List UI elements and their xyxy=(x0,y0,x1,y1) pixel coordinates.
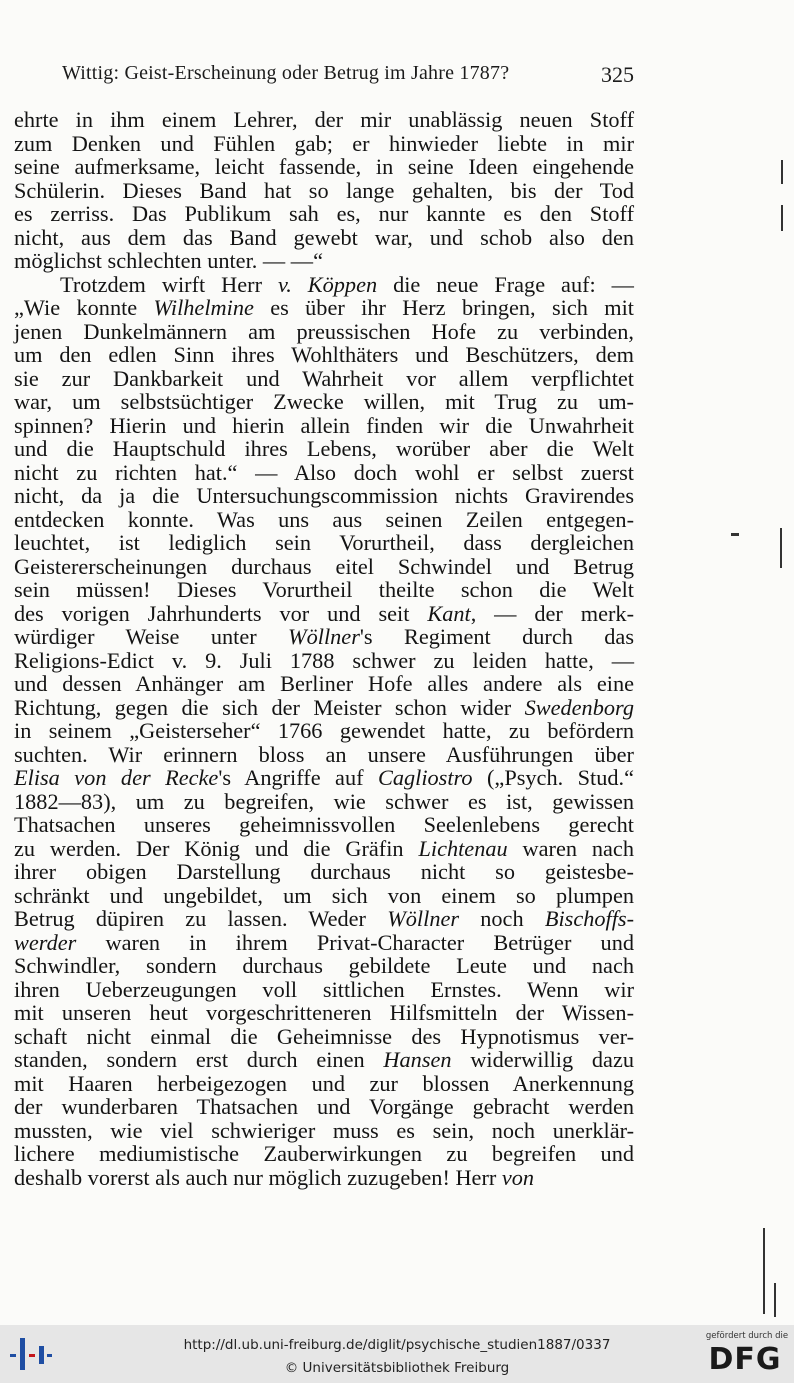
margin-mark xyxy=(731,533,739,536)
text-line: Thatsachen unseres geheimnissvollen Seelenlebens gerecht xyxy=(14,812,634,837)
text-line: standen, sondern erst durch einen Hansen widerwillig dazu xyxy=(14,1047,634,1072)
text-line: deshalb vorerst als auch nur möglich zuzugeben! Herr von xyxy=(14,1164,535,1190)
text-line: möglichst schlechten unter. — —“ xyxy=(14,248,323,273)
text-line: würdiger Weise unter Wöllner's Regiment durch das xyxy=(14,624,634,649)
text-line: 1882—83), um zu begreifen, wie schwer es ist, gewissen xyxy=(14,788,634,814)
text-line: Geistererscheinungen durchaus eitel Schwindel und Betrug xyxy=(14,553,634,579)
text-line: nicht zu richten hat.“ — Also doch wohl er selbst zuerst xyxy=(14,459,634,485)
margin-mark xyxy=(780,528,782,568)
text-line: war, um selbstsüchtiger Zwecke willen, mit Trug zu um- xyxy=(14,389,634,414)
text-line: Schülerin. Dieses Band hat so lange gehalten, bis der Tod xyxy=(14,177,634,203)
text-line: ehrte in ihm einem Lehrer, der mir unablässig neuen Stoff xyxy=(14,107,634,132)
text-line: Schwindler, sondern durchaus gebildete Leute und nach xyxy=(14,953,634,978)
text-line: sie zur Dankbarkeit und Wahrheit vor allem verpflichtet xyxy=(14,365,634,391)
text-line: es zerriss. Das Publikum sah es, nur kannte es den Stoff xyxy=(14,201,634,226)
text-line: nicht, aus dem das Band gewebt war, und schob also den xyxy=(14,224,634,250)
text-line: mit Haaren herbeigezogen und zur blossen Anerkennung xyxy=(14,1070,634,1096)
running-title: Wittig: Geist-Erscheinung oder Betrug im Jahre 1787? xyxy=(62,62,510,84)
text-line: werder waren in ihrem Privat-Character Betrüger und xyxy=(14,929,634,955)
footer-copyright: © Universitätsbibliothek Freiburg xyxy=(284,1360,510,1376)
text-line: leuchtet, ist lediglich sein Vorurtheil, dass dergleichen xyxy=(14,530,634,555)
text-line: um den edlen Sinn ihres Wohlthäters und Beschützers, dem xyxy=(14,342,634,367)
text-line: und die Hauptschuld ihres Lebens, worüber aber die Welt xyxy=(14,436,634,461)
text-line: Betrug düpiren zu lassen. Weder Wöllner noch Bischoffs- xyxy=(14,906,635,931)
text-line: ihrer obigen Darstellung durchaus nicht so geistesbe- xyxy=(14,859,634,884)
text-line: ihren Ueberzeugungen voll sittlichen Ernstes. Wenn wir xyxy=(14,976,634,1002)
text-line: nicht, da ja die Untersuchungscommission nichts Gravirendes xyxy=(14,483,634,508)
margin-mark xyxy=(774,1283,776,1317)
text-line: entdecken konnte. Was uns aus seinen Zeilen entgegen- xyxy=(14,506,634,532)
page-number: 325 xyxy=(601,62,634,87)
text-line: des vorigen Jahrhunderts vor und seit Kant, — der merk- xyxy=(14,600,634,626)
text-line: „Wie konnte Wilhelmine es über ihr Herz bringen, sich mit xyxy=(14,295,634,320)
text-line: Trotzdem wirft Herr v. Köppen die neue Frage auf: — xyxy=(60,271,634,297)
text-line: in seinem „Geisterseher“ 1766 gewendet hatte, zu befördern xyxy=(14,718,634,743)
body-text xyxy=(14,108,634,1189)
footer-url-link[interactable]: http://dl.ub.uni-freiburg.de/diglit/psychische_studien1887/0337 xyxy=(183,1337,611,1353)
text-line: der wunderbaren Thatsachen und Vorgänge gebracht werden xyxy=(14,1094,634,1119)
text-line: spinnen? Hierin und hierin allein finden wir die Unwahrheit xyxy=(14,412,634,438)
text-line: Religions-Edict v. 9. Juli 1788 schwer zu leiden hatte, — xyxy=(14,647,634,673)
margin-mark xyxy=(781,160,783,184)
text-line: und dessen Anhänger am Berliner Hofe alles andere als eine xyxy=(14,671,634,696)
text-line: Richtung, gegen die sich der Meister schon wider Swedenborg xyxy=(14,694,634,720)
text-line: schränkt und ungebildet, um sich von einem so plumpen xyxy=(14,882,634,908)
dfg-logo: DFG xyxy=(708,1342,782,1377)
text-line: jenen Dunkelmännern am preussischen Hofe zu verbinden, xyxy=(14,318,634,344)
text-line: zum Denken und Fühlen gab; er hinwieder liebte in mir xyxy=(14,130,634,156)
margin-mark xyxy=(781,205,783,231)
text-line: seine aufmerksame, leicht fassende, in seine Ideen eingehende xyxy=(14,154,634,179)
margin-mark xyxy=(763,1228,765,1314)
text-line: sein müssen! Dieses Vorurtheil theilte schon die Welt xyxy=(14,577,634,602)
running-header xyxy=(62,62,634,92)
text-line: suchten. Wir erinnern bloss an unsere Ausführungen über xyxy=(14,741,634,767)
text-line: Elisa von der Recke's Angriffe auf Cagliostro („Psych. Stud.“ xyxy=(14,765,634,790)
text-line: mit unseren heut vorgeschritteneren Hilfsmitteln der Wissen- xyxy=(14,1000,634,1025)
text-line: zu werden. Der König und die Gräfin Lichtenau waren nach xyxy=(14,835,634,861)
text-line: schaft nicht einmal die Geheimnisse des Hypnotismus ver- xyxy=(14,1023,634,1049)
text-line: mussten, wie viel schwieriger muss es sein, noch unerklär- xyxy=(14,1117,634,1143)
sponsor-label: gefördert durch die xyxy=(705,1331,789,1341)
text-line: lichere mediumistische Zauberwirkungen zu begreifen und xyxy=(14,1141,634,1166)
